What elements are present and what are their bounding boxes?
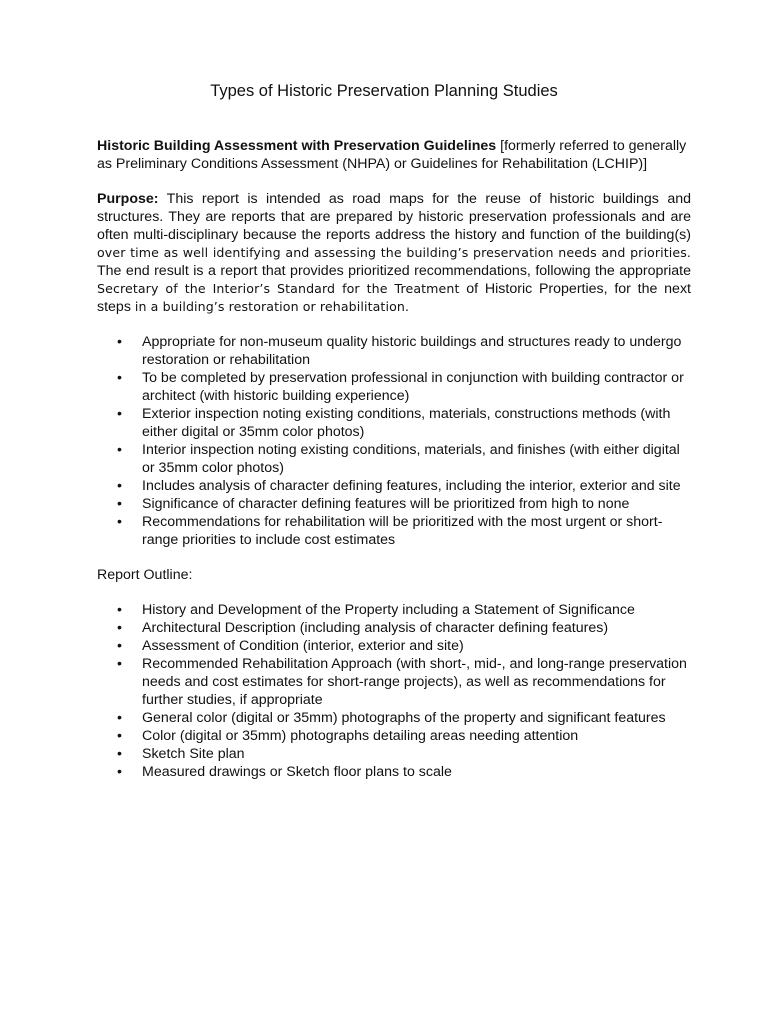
- list-item: [97, 601, 691, 619]
- purpose-text: The end result is a report that provides prioritized recommendations, following the appropriate: [97, 263, 691, 279]
- list-item-text: Measured drawings or Sketch floor plans to scale: [142, 764, 452, 780]
- list-item-text: Recommended Rehabilitation Approach (with short-, mid-, and long-range preservation needs and cost estimates for short-range projects), as well as recommendations for further studies, if appropriate: [142, 656, 687, 708]
- purpose-label: Purpose:: [97, 191, 159, 207]
- outline-heading: Report Outline:: [97, 567, 193, 583]
- bullet-icon: •: [117, 406, 122, 422]
- list-item: [97, 727, 691, 745]
- bullet-icon: •: [117, 656, 122, 672]
- list-item-text: Exterior inspection noting existing conditions, materials, constructions methods (with either digital or 35mm color photos): [142, 406, 671, 440]
- list-item-text: General color (digital or 35mm) photographs of the property and significant features: [142, 710, 666, 726]
- list-item-text: Color (digital or 35mm) photographs detailing areas needing attention: [142, 728, 579, 744]
- requirements-list: [97, 333, 691, 549]
- list-item-text: Significance of character defining features will be prioritized from high to none: [142, 496, 630, 512]
- page-title: Types of Historic Preservation Planning Studies: [210, 82, 558, 100]
- list-item: [97, 405, 691, 441]
- list-item: [97, 637, 691, 655]
- list-item: [97, 513, 691, 549]
- bullet-icon: •: [117, 370, 122, 386]
- list-item-text: Appropriate for non-museum quality historic buildings and structures ready to undergo restoration or rehabilitation: [142, 334, 682, 368]
- purpose-text: This report is intended as road maps for the reuse of historic buildings and structures. They are reports that are prepared by historic preservation professionals and are often multi-disciplinary because the reports address the history and function of the building(s): [97, 191, 691, 243]
- spacer: [97, 173, 691, 190]
- list-item-text: Assessment of Condition (interior, exterior and site): [142, 638, 464, 654]
- section-heading-note: [formerly referred to generally as Preliminary Conditions Assessment (NHPA) or Guidelines for Rehabilitation (LCHIP)]: [97, 138, 687, 172]
- list-item: [97, 369, 691, 405]
- list-item-text: To be completed by preservation professional in conjunction with building contractor or architect (with historic building experience): [142, 370, 684, 404]
- list-item-text: Architectural Description (including analysis of character defining features): [142, 620, 609, 636]
- list-item: [97, 709, 691, 727]
- section-heading-paragraph: [97, 137, 691, 173]
- list-item: [97, 763, 691, 781]
- bullet-icon: •: [117, 710, 122, 726]
- document-body: [97, 137, 691, 781]
- list-item: [97, 619, 691, 637]
- list-item: [97, 333, 691, 369]
- list-item: [97, 441, 691, 477]
- spacer: [97, 584, 691, 601]
- bullet-icon: •: [117, 746, 122, 762]
- bullet-icon: •: [117, 638, 122, 654]
- purpose-text: Secretary of the Interior’s Standard for the Treatment: [97, 281, 460, 296]
- bullet-icon: •: [117, 764, 122, 780]
- spacer: [97, 316, 691, 333]
- list-item-text: Recommendations for rehabilitation will be prioritized with the most urgent or short-range priorities to include cost estimates: [142, 514, 663, 548]
- bullet-icon: •: [117, 334, 122, 350]
- bullet-icon: •: [117, 602, 122, 618]
- list-item: [97, 745, 691, 763]
- bullet-icon: •: [117, 478, 122, 494]
- purpose-text: in a building’s restoration or rehabilitation.: [134, 299, 410, 314]
- bullet-icon: •: [117, 620, 122, 636]
- bullet-icon: •: [117, 442, 122, 458]
- section-heading: Historic Building Assessment with Preservation Guidelines: [97, 138, 497, 154]
- list-item-text: Includes analysis of character defining features, including the interior, exterior and site: [142, 478, 681, 494]
- purpose-paragraph: [97, 190, 691, 316]
- list-item: [97, 495, 691, 513]
- list-item-text: History and Development of the Property including a Statement of Significance: [142, 602, 635, 618]
- list-item: [97, 477, 691, 495]
- bullet-icon: •: [117, 496, 122, 512]
- spacer: [97, 549, 691, 566]
- list-item-text: Interior inspection noting existing conditions, materials, and finishes (with either digital or 35mm color photos): [142, 442, 680, 476]
- purpose-text: over time as well identifying and assessing the building’s preservation needs and priorities.: [97, 245, 691, 260]
- list-item-text: Sketch Site plan: [142, 746, 245, 762]
- list-item: [97, 655, 691, 709]
- bullet-icon: •: [117, 514, 122, 530]
- purpose-text: of Historic Properties, for the next steps: [97, 281, 691, 315]
- outline-list: [97, 601, 691, 781]
- bullet-icon: •: [117, 728, 122, 744]
